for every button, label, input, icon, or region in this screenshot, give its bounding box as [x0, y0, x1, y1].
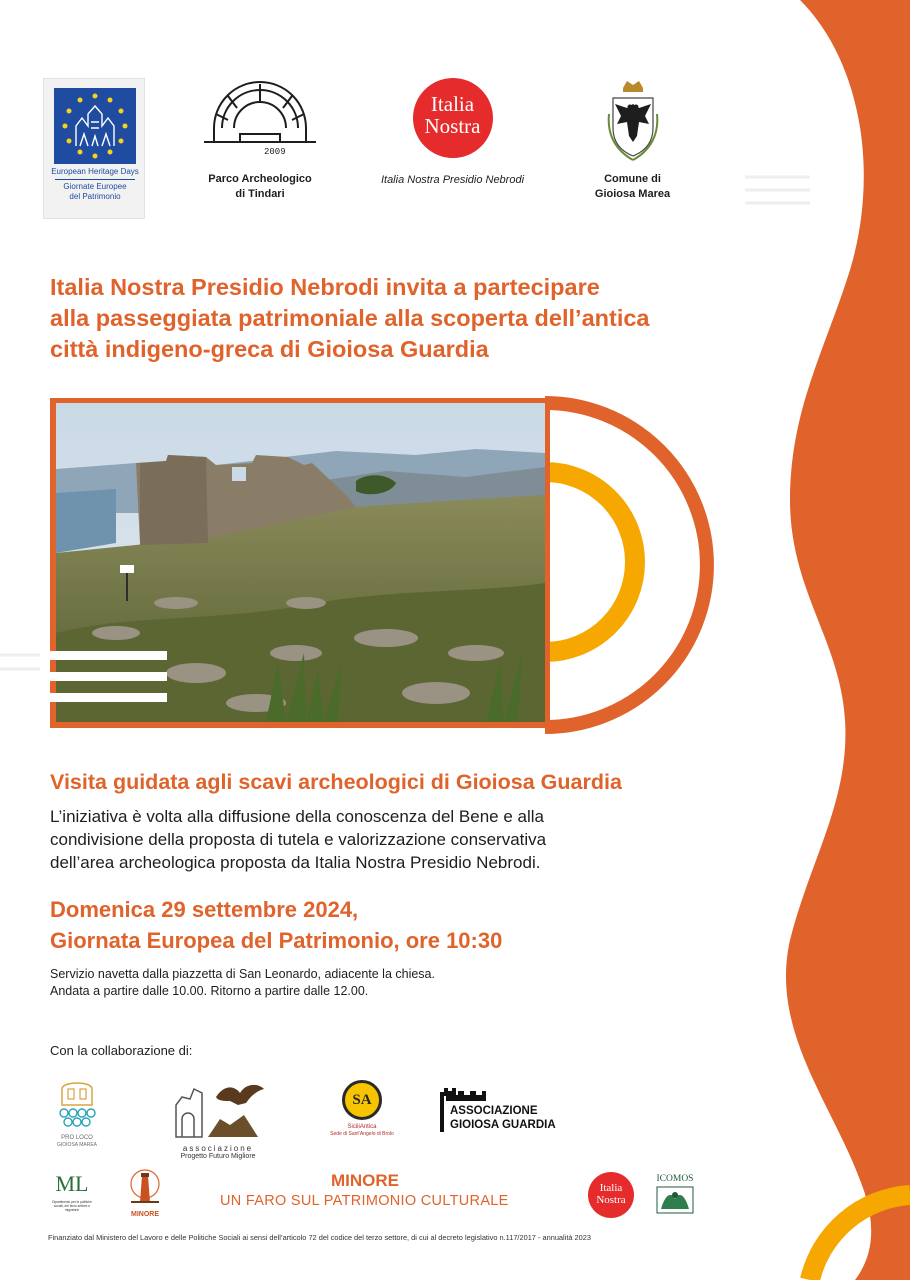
faint-stripes-right: [745, 177, 810, 203]
page-title: [50, 272, 790, 365]
shuttle-info: [50, 966, 435, 1000]
proloco-emblem-icon: [52, 1075, 102, 1130]
italia-nostra-small-logo: [588, 1172, 634, 1218]
tindari-caption-line2: di Tindari: [235, 188, 285, 200]
gioiosa-guardia-line2: GIOIOSA GUARDIA: [450, 1119, 556, 1131]
comune-logo: [575, 78, 690, 202]
siciliantica-line1: SiciliAntica: [347, 1124, 377, 1130]
siciliantica-logo: [328, 1080, 396, 1138]
tindari-caption-line1: Parco Archeologico: [208, 173, 312, 185]
shuttle-line2: Andata a partire dalle 10.00. Ritorno a partire dalle 12.00.: [50, 984, 369, 998]
eu-logo-line3: del Patrimonio: [69, 192, 121, 201]
italia-nostra-small-line1: Italia: [599, 1182, 623, 1194]
description-line2: condivisione della proposta di tutela e valorizzazione conservativa: [50, 830, 547, 849]
ruin-and-eagle-icon: [168, 1075, 268, 1139]
ministero-monogram: ML: [55, 1171, 89, 1196]
event-description: [50, 805, 750, 874]
icomos-label: ICOMOS: [656, 1174, 694, 1184]
coat-of-arms-eagle-icon: [605, 78, 661, 162]
lighthouse-icon: [127, 1168, 163, 1206]
shuttle-line1: Servizio navetta dalla piazzetta di San Leonardo, adiacente la chiesa.: [50, 967, 435, 981]
eu-stars-flag-icon: [54, 88, 136, 164]
white-stripes-decoration: [40, 650, 170, 710]
siciliantica-monogram: SA: [342, 1080, 382, 1120]
minore-subtitle: UN FARO SUL PATRIMONIO CULTURALE: [220, 1193, 509, 1209]
page-title-line2: alla passeggiata patrimoniale alla scoperta dell’antica: [50, 305, 650, 331]
progetto-futuro-migliore-logo: [168, 1075, 268, 1160]
italia-nostra-logo: [365, 78, 540, 188]
siciliantica-line2: Sede di Sant’Angelo di Brolo: [330, 1131, 394, 1137]
minore-title: MINORE: [331, 1171, 399, 1190]
proloco-line1: PRO LOCO: [61, 1135, 93, 1141]
italia-nostra-badge: [413, 78, 493, 158]
description-line3: dell’area archeologica proposta da Italia Nostra Presidio Nebrodi.: [50, 853, 541, 872]
page-title-line3: città indigeno-greca di Gioiosa Guardia: [50, 336, 489, 362]
italia-nostra-badge-line2: Nostra: [424, 114, 481, 138]
italia-nostra-small-line2: Nostra: [596, 1194, 626, 1206]
progetto-line1: associazione: [182, 1144, 254, 1153]
theatre-arch-icon: [200, 78, 320, 160]
minore-logo-label: MINORE: [131, 1211, 159, 1218]
page-title-line1: Italia Nostra Presidio Nebrodi invita a partecipare: [50, 274, 600, 300]
faint-stripes-left: [0, 655, 40, 669]
event-time-line: Giornata Europea del Patrimonio, ore 10:30: [50, 928, 503, 953]
orange-wave-shape: [786, 0, 910, 1280]
ministero-lavoro-logo: [50, 1172, 94, 1212]
proloco-line2: GIOIOSA MAREA: [56, 1142, 97, 1148]
proloco-logo: [52, 1075, 102, 1149]
italia-nostra-caption: Italia Nostra Presidio Nebrodi: [380, 174, 525, 186]
icomos-emblem-icon: [655, 1185, 695, 1215]
minore-project: [220, 1170, 509, 1211]
ministero-caption: Dipartimento per le politiche sociali, del terzo settore e migratorie: [52, 1200, 92, 1212]
event-date-line: Domenica 29 settembre 2024,: [50, 897, 359, 922]
eu-logo-line1: European Heritage Days: [51, 167, 139, 176]
minore-lighthouse-logo: [127, 1168, 163, 1218]
italia-nostra-badge-line1: Italia: [430, 92, 475, 116]
comune-caption-line2: Gioiosa Marea: [594, 188, 671, 200]
gioiosa-guardia-line1: ASSOCIAZIONE: [450, 1105, 538, 1117]
tindari-logo-year: 2009: [264, 147, 286, 157]
event-date: [50, 894, 502, 956]
funding-footer: Finanziato dal Ministero del Lavoro e delle Politiche Sociali ai sensi dell’articolo 72 del codice del terzo settore, di cui al decreto legislativo n.117/2017 - annualità 2023: [48, 1233, 591, 1242]
progetto-line2: Progetto Futuro Migliore: [180, 1153, 256, 1160]
collaboration-label: Con la collaborazione di:: [50, 1043, 193, 1058]
eu-logo-line2: Giornate Europee: [63, 182, 127, 191]
tindari-logo: [180, 78, 340, 202]
section-subtitle: Visita guidata agli scavi archeologici di Gioiosa Guardia: [50, 770, 622, 794]
half-ring-yellow: [545, 472, 635, 652]
comune-caption-line1: Comune di: [604, 173, 661, 185]
european-heritage-days-logo: [43, 78, 145, 219]
icomos-logo: [652, 1174, 698, 1220]
description-line1: L’iniziativa è volta alla diffusione della conoscenza del Bene e alla: [50, 807, 544, 826]
